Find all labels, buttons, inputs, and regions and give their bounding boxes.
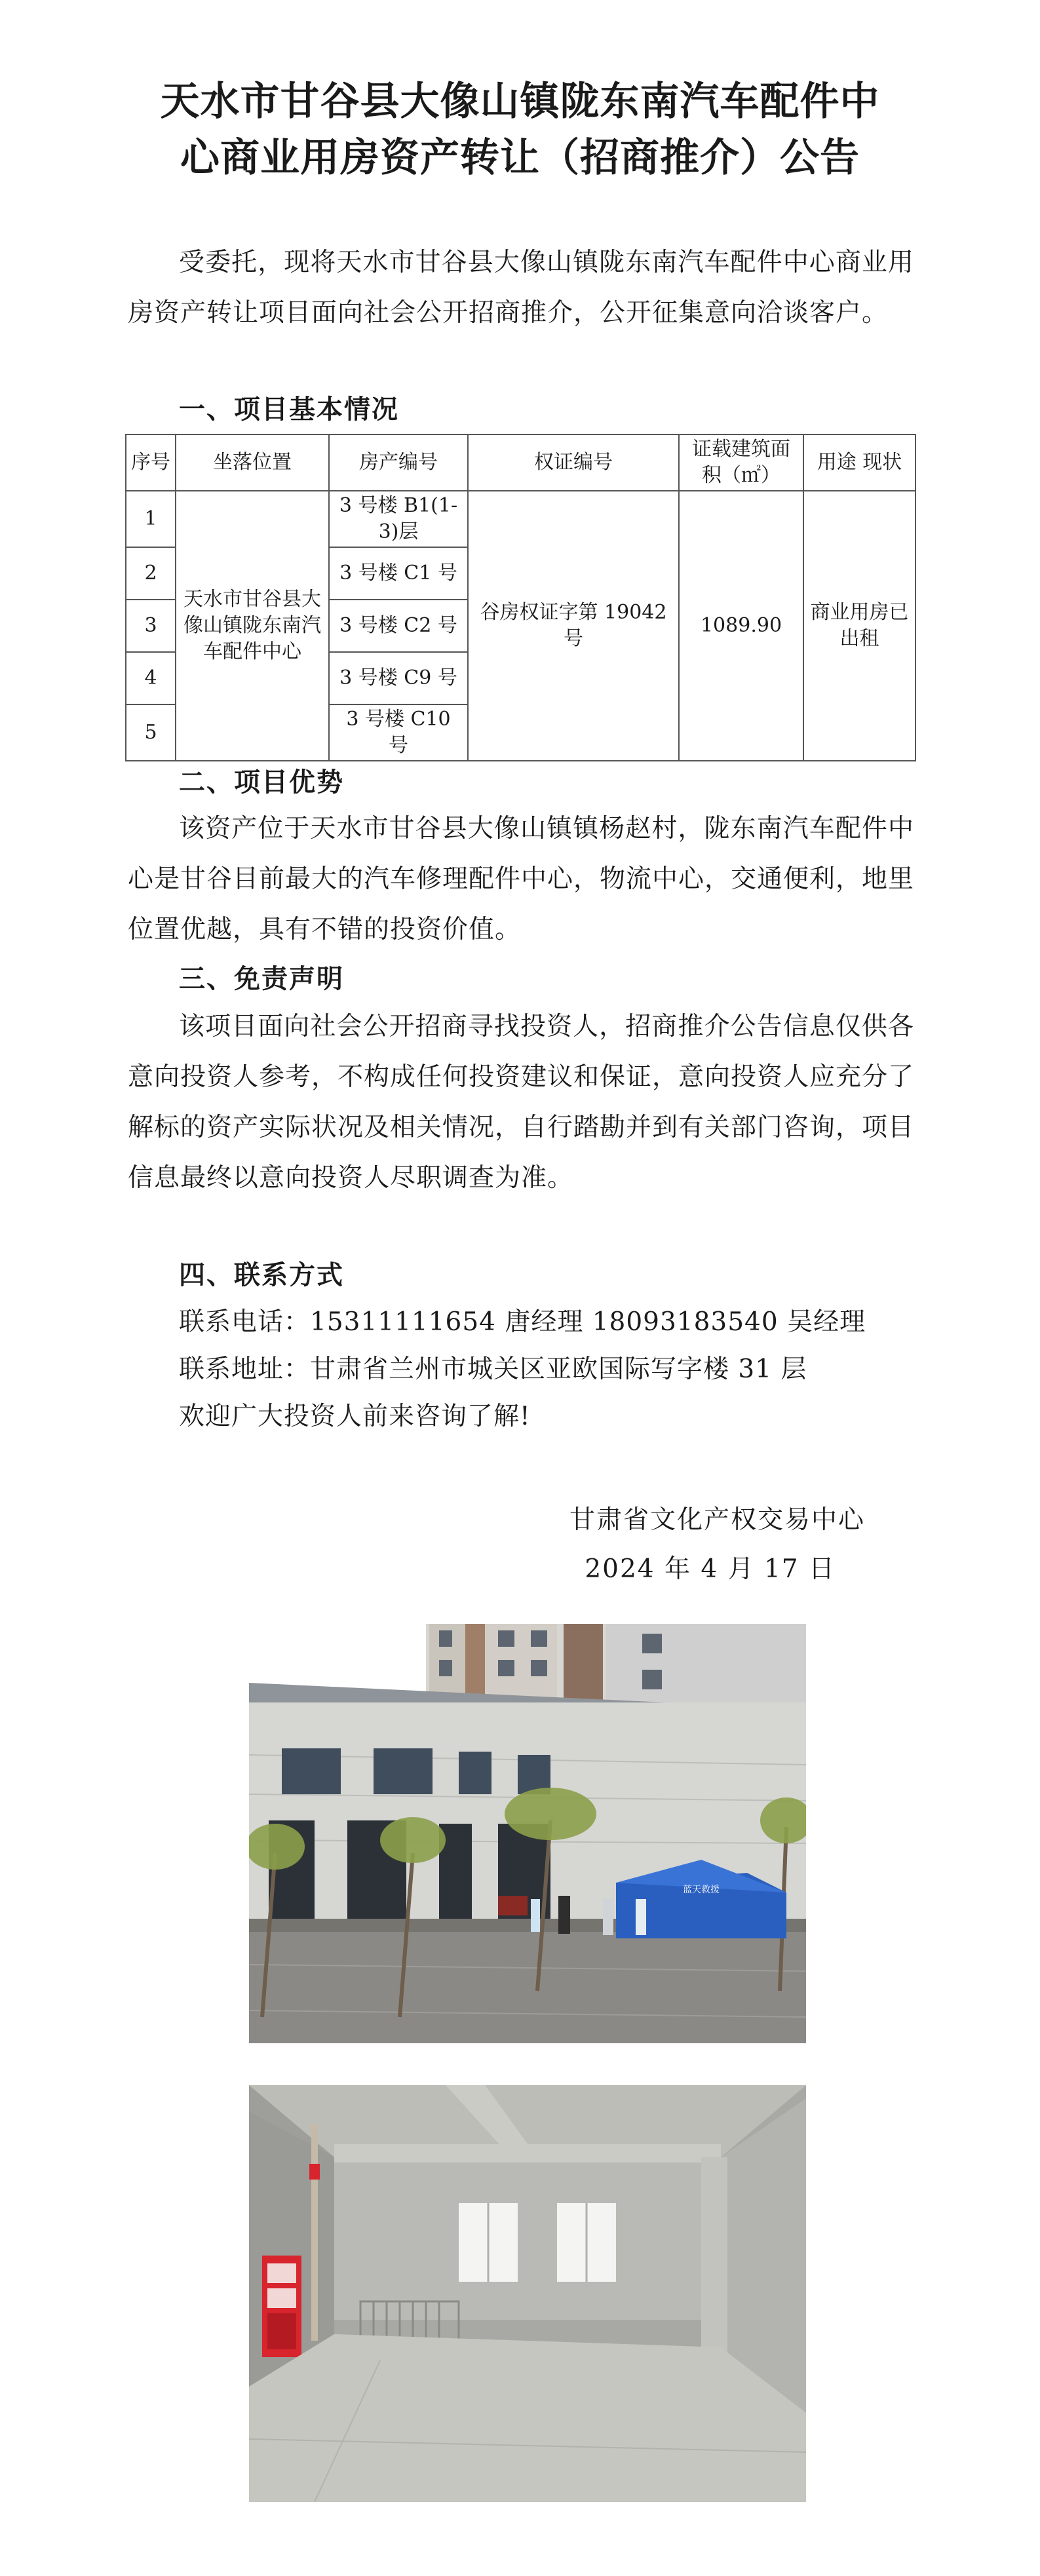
section-heading-advantage: 二、项目优势 (179, 767, 344, 798)
table-header-cell: 坐落位置 (176, 434, 329, 491)
table-header-cell: 权证编号 (468, 434, 679, 491)
table-header-cell: 序号 (126, 434, 176, 491)
table-header-row (126, 434, 915, 491)
contact-address: 联系地址：甘肃省兰州市城关区亚欧国际写字楼 31 层 (179, 1355, 807, 1384)
unit-number: 3 号楼 C9 号 (329, 652, 468, 704)
property-table (125, 434, 916, 761)
signoff-organization: 甘肃省文化产权交易中心 (569, 1505, 865, 1535)
contact-welcome: 欢迎广大投资人前来咨询了解! (179, 1402, 531, 1431)
row-number: 4 (126, 652, 176, 704)
section-heading-disclaimer: 三、免责声明 (179, 963, 344, 994)
signoff-date: 2024 年 4 月 17 日 (585, 1554, 836, 1584)
table-header-cell: 证载建筑面积（㎡） (679, 434, 803, 491)
building-exterior-photo (249, 1624, 806, 2043)
certificate-cell: 谷房权证字第 19042 号 (468, 491, 679, 761)
tent-sign: 蓝天救援 (683, 1885, 720, 1895)
table-header-cell: 用途 现状 (803, 434, 915, 491)
location-cell: 天水市甘谷县大像山镇陇东南汽车配件中心 (176, 491, 329, 761)
intro-paragraph: 受委托，现将天水市甘谷县大像山镇陇东南汽车配件中心商业用房资产转让项目面向社会公开招商推介，公开征集意向洽谈客户。 (128, 248, 914, 328)
contact-phone: 联系电话：15311111654 唐经理 18093183540 吴经理 (179, 1307, 866, 1337)
interior-photo (249, 2085, 806, 2502)
advantage-paragraph: 该资产位于天水市甘谷县大像山镇镇杨赵村，陇东南汽车配件中心是甘谷目前最大的汽车修理配件中心，物流中心，交通便利，地里位置优越，具有不错的投资价值。 (128, 814, 915, 944)
section-heading-basic: 一、项目基本情况 (179, 394, 399, 425)
usage-cell: 商业用房已出租 (803, 491, 915, 761)
area-cell: 1089.90 (679, 491, 803, 761)
unit-number: 3 号楼 C1 号 (329, 547, 468, 600)
title-line-1: 天水市甘谷县大像山镇陇东南汽车配件中 (160, 79, 880, 125)
unit-number: 3 号楼 B1(1-3)层 (329, 491, 468, 547)
row-number: 5 (126, 704, 176, 761)
title-line-2: 心商业用房资产转让（招商推介）公告 (180, 135, 860, 181)
disclaimer-paragraph: 该项目面向社会公开招商寻找投资人，招商推介公告信息仅供各意向投资人参考，不构成任何投资建议和保证，意向投资人应充分了解标的资产实际状况及相关情况，自行踏勘并到有关部门咨询，项目信息最终以意向投资人尽职调查为准。 (128, 1012, 915, 1193)
unit-number: 3 号楼 C2 号 (329, 600, 468, 652)
section-heading-contact: 四、联系方式 (179, 1259, 344, 1290)
table-row (126, 491, 915, 547)
row-number: 1 (126, 491, 176, 547)
row-number: 3 (126, 600, 176, 652)
unit-number: 3 号楼 C10 号 (329, 704, 468, 761)
page-title (118, 73, 922, 186)
row-number: 2 (126, 547, 176, 600)
table-header-cell: 房产编号 (329, 434, 468, 491)
